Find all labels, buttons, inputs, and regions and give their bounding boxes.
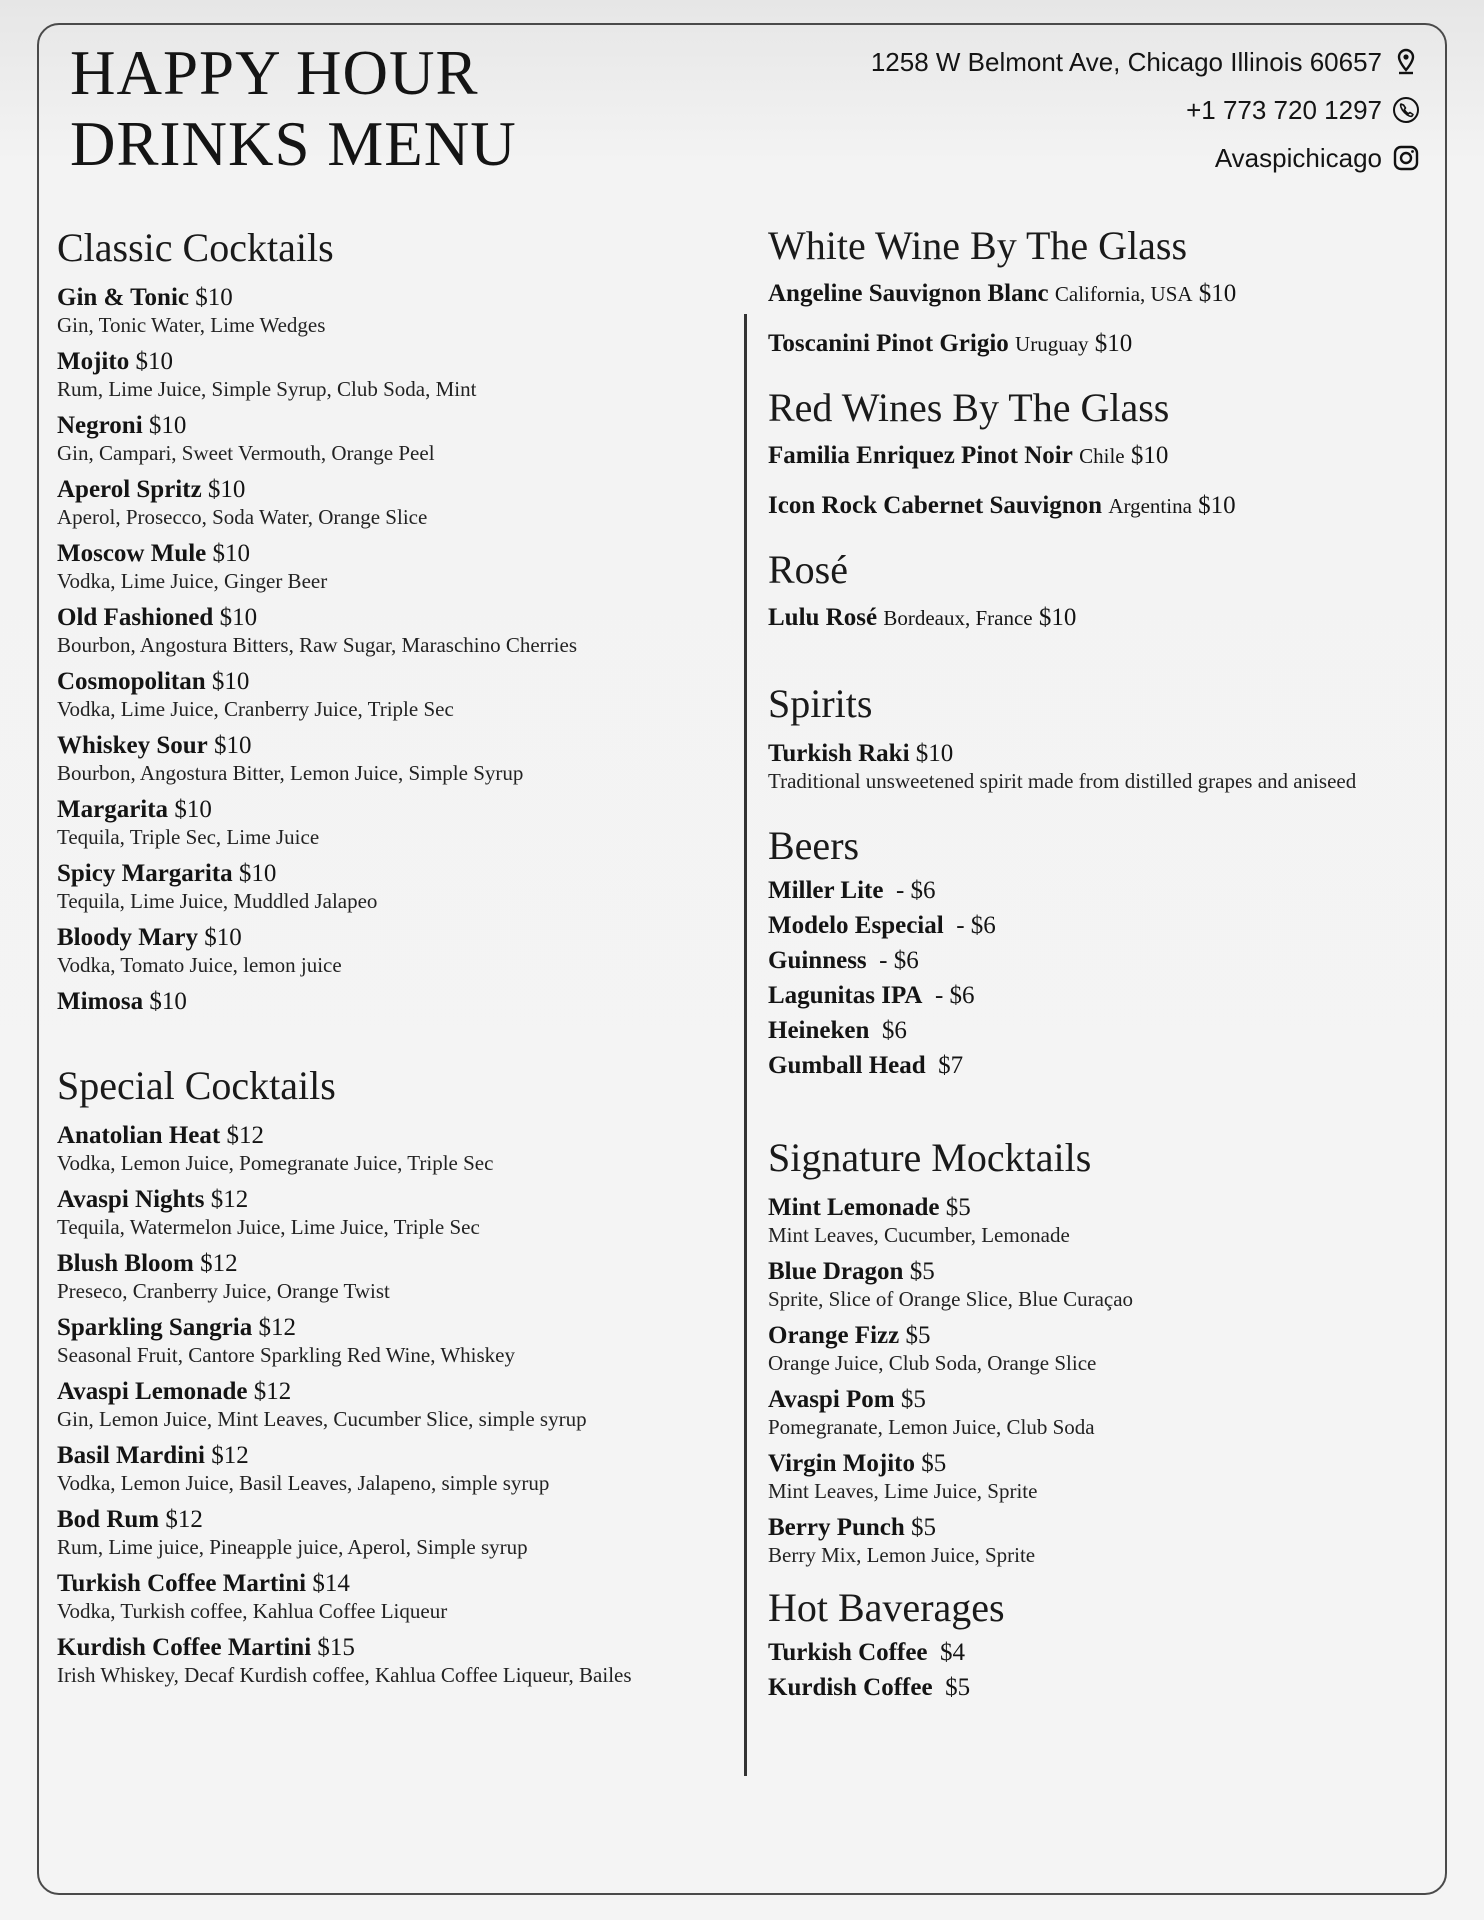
item-price: $12	[210, 1186, 249, 1213]
item-price: - $6	[934, 982, 975, 1009]
item-name: Gin & Tonic	[57, 284, 189, 311]
menu-item	[768, 1194, 1448, 1248]
item-line	[57, 924, 727, 952]
item-name: Turkish Coffee	[768, 1639, 928, 1666]
item-name: Moscow Mule	[57, 540, 207, 567]
menu-item	[57, 924, 727, 978]
item-line	[768, 1050, 1448, 1082]
item-description: Preseco, Cranberry Juice, Orange Twist	[57, 1279, 390, 1303]
item-description: Tequila, Triple Sec, Lime Juice	[57, 825, 320, 849]
item-description: Vodka, Lime Juice, Ginger Beer	[57, 569, 328, 593]
menu-item	[768, 1050, 1448, 1082]
item-line	[57, 540, 727, 568]
title-line-2: DRINKS MENU	[70, 109, 517, 179]
menu-item	[768, 1514, 1448, 1568]
item-description: Gin, Tonic Water, Lime Wedges	[57, 313, 326, 337]
item-list	[768, 280, 1448, 358]
special-cocktails-section	[57, 1060, 727, 1688]
item-list	[768, 604, 1448, 632]
item-price: $10	[149, 988, 187, 1015]
menu-item	[768, 1672, 1448, 1704]
item-line	[57, 604, 727, 632]
instagram-handle: Avaspichicago	[1214, 142, 1382, 173]
item-price: $12	[226, 1122, 264, 1149]
item-line	[57, 1506, 727, 1534]
beers-section	[768, 820, 1448, 1082]
item-description: Berry Mix, Lemon Juice, Sprite	[768, 1543, 1036, 1567]
mocktails-section	[768, 1132, 1448, 1568]
item-price: $10	[195, 284, 233, 311]
item-name: Blush Bloom	[57, 1250, 194, 1277]
menu-item	[57, 1186, 727, 1240]
menu-item	[57, 284, 727, 338]
item-description: Seasonal Fruit, Cantore Sparkling Red Wine, Whiskey	[57, 1343, 515, 1367]
item-line	[768, 1386, 1448, 1414]
item-price: $10	[1038, 604, 1077, 631]
menu-item	[768, 492, 1448, 520]
item-price: $10	[174, 796, 212, 823]
item-list	[57, 1122, 727, 1688]
item-name: Turkish Coffee Martini	[57, 1570, 307, 1597]
item-origin: Uruguay	[1015, 332, 1089, 356]
item-list	[768, 1194, 1448, 1568]
hot-beverages-section	[768, 1582, 1448, 1704]
item-line	[768, 1322, 1448, 1350]
item-price: $5	[909, 1258, 935, 1285]
item-name: Avaspi Pom	[768, 1386, 895, 1413]
menu-item	[57, 348, 727, 402]
item-price: $10	[211, 668, 250, 695]
item-price: $10	[1094, 330, 1133, 357]
item-line	[57, 860, 727, 888]
item-description: Gin, Lemon Juice, Mint Leaves, Cucumber Slice, simple syrup	[57, 1407, 587, 1431]
item-name: Mint Lemonade	[768, 1194, 940, 1221]
item-price: $7	[938, 1052, 964, 1079]
item-description: Gin, Campari, Sweet Vermouth, Orange Peel	[57, 441, 435, 465]
title-line-1: HAPPY HOUR	[70, 38, 479, 108]
item-line	[57, 1314, 727, 1342]
menu-item	[57, 1250, 727, 1304]
section-title: Spirits	[768, 681, 873, 726]
item-line	[768, 740, 1448, 768]
menu-item	[768, 330, 1448, 358]
item-price: $12	[165, 1506, 203, 1533]
item-line	[57, 284, 727, 312]
item-price: $10	[1198, 280, 1237, 307]
item-description: Tequila, Lime Juice, Muddled Jalapeo	[57, 889, 378, 913]
item-name: Toscanini Pinot Grigio	[768, 330, 1009, 357]
item-name: Virgin Mojito	[768, 1450, 915, 1477]
item-line	[768, 1194, 1448, 1222]
item-line	[768, 492, 1448, 520]
item-line	[768, 910, 1448, 942]
item-price: $15	[317, 1634, 355, 1661]
menu-item	[768, 980, 1448, 1012]
menu-item	[57, 796, 727, 850]
item-description: Mint Leaves, Lime Juice, Sprite	[768, 1479, 1038, 1503]
item-line	[57, 1570, 727, 1598]
item-price: $6	[881, 1017, 907, 1044]
item-line	[768, 1672, 1448, 1704]
item-line	[57, 988, 727, 1016]
menu-item	[768, 910, 1448, 942]
item-description: Traditional unsweetened spirit made from distilled grapes and aniseed	[768, 769, 1357, 793]
item-line	[768, 1514, 1448, 1542]
menu-item	[57, 476, 727, 530]
menu-item	[57, 988, 727, 1016]
menu-item	[768, 280, 1448, 308]
item-list	[768, 875, 1448, 1082]
menu-item	[768, 442, 1448, 470]
item-line	[57, 1250, 727, 1278]
item-price: $5	[905, 1322, 931, 1349]
item-description: Irish Whiskey, Decaf Kurdish coffee, Kahlua Coffee Liqueur, Bailes	[57, 1663, 632, 1687]
rose-section	[768, 544, 1448, 632]
item-line	[768, 280, 1448, 308]
item-price: $12	[211, 1442, 249, 1469]
item-description: Orange Juice, Club Soda, Orange Slice	[768, 1351, 1097, 1375]
phone-icon	[1390, 94, 1422, 126]
phone-text: +1 773 720 1297	[1186, 94, 1382, 125]
item-price: $5	[945, 1674, 971, 1701]
section-title: Beers	[768, 823, 860, 868]
menu-item	[57, 604, 727, 658]
item-price: $12	[200, 1250, 238, 1277]
item-line	[768, 1637, 1448, 1669]
item-name: Cosmopolitan	[57, 668, 206, 695]
page-title	[70, 38, 517, 180]
menu-item	[768, 1322, 1448, 1376]
menu-item	[768, 1386, 1448, 1440]
instagram-row	[871, 134, 1422, 182]
menu-item	[768, 740, 1448, 794]
address-text: 1258 W Belmont Ave, Chicago Illinois 60657	[870, 46, 1382, 77]
menu-item	[768, 875, 1448, 907]
item-price: - $6	[895, 877, 936, 904]
item-origin: California, USA	[1054, 282, 1193, 306]
menu-item	[57, 1634, 727, 1688]
item-line	[57, 348, 727, 376]
item-name: Lulu Rosé	[768, 604, 878, 631]
item-name: Miller Lite	[768, 877, 884, 904]
item-name: Modelo Especial	[768, 912, 944, 939]
item-line	[768, 604, 1448, 632]
section-title: Signature Mocktails	[768, 1135, 1092, 1180]
item-line	[57, 668, 727, 696]
section-title: Special Cocktails	[57, 1063, 336, 1108]
item-price: $10	[148, 412, 187, 439]
menu-item	[768, 604, 1448, 632]
item-line	[57, 732, 727, 760]
item-line	[768, 875, 1448, 907]
instagram-icon	[1390, 142, 1422, 174]
menu-item	[768, 1258, 1448, 1312]
item-line	[768, 1015, 1448, 1047]
menu-item	[768, 1015, 1448, 1047]
item-line	[57, 1442, 727, 1470]
menu-item	[768, 1637, 1448, 1669]
item-origin: Bordeaux, France	[883, 606, 1033, 630]
item-line	[57, 1186, 727, 1214]
menu-item	[57, 668, 727, 722]
item-line	[57, 1634, 727, 1662]
menu-item	[57, 732, 727, 786]
item-name: Berry Punch	[768, 1514, 905, 1541]
item-price: - $6	[879, 947, 919, 974]
item-name: Sparkling Sangria	[57, 1314, 253, 1341]
item-origin: Argentina	[1108, 494, 1192, 518]
menu-item	[57, 540, 727, 594]
map-pin-icon	[1390, 46, 1422, 78]
item-name: Whiskey Sour	[57, 732, 208, 759]
section-title: Rosé	[768, 547, 848, 592]
item-line	[57, 1122, 727, 1150]
menu-item	[57, 1442, 727, 1496]
spirits-section	[768, 678, 1448, 794]
item-name: Negroni	[57, 412, 143, 439]
menu-item	[768, 1450, 1448, 1504]
item-line	[57, 1378, 727, 1406]
menu-item	[768, 945, 1448, 977]
item-price: $10	[1130, 442, 1169, 469]
item-description: Vodka, Turkish coffee, Kahlua Coffee Liqueur	[57, 1599, 448, 1623]
menu-item	[57, 860, 727, 914]
item-description: Vodka, Tomato Juice, lemon juice	[57, 953, 342, 977]
item-name: Kurdish Coffee	[768, 1674, 933, 1701]
item-price: $10	[219, 604, 258, 631]
menu-item	[57, 1378, 727, 1432]
item-description: Tequila, Watermelon Juice, Lime Juice, Triple Sec	[57, 1215, 480, 1239]
red-wine-section	[768, 382, 1448, 520]
item-description: Aperol, Prosecco, Soda Water, Orange Slice	[57, 505, 428, 529]
item-name: Heineken	[768, 1017, 870, 1044]
menu-item	[57, 412, 727, 466]
item-list	[768, 1637, 1448, 1704]
section-title: Red Wines By The Glass	[768, 385, 1170, 430]
item-name: Bod Rum	[57, 1506, 160, 1533]
item-line	[57, 796, 727, 824]
item-name: Orange Fizz	[768, 1322, 900, 1349]
item-name: Gumball Head	[768, 1052, 926, 1079]
item-line	[768, 1450, 1448, 1478]
section-title: Hot Baverages	[768, 1585, 1005, 1630]
contact-info	[871, 38, 1422, 182]
item-name: Familia Enriquez Pinot Noir	[768, 442, 1073, 469]
menu-item	[57, 1314, 727, 1368]
item-price: $5	[911, 1514, 937, 1541]
item-name: Spicy Margarita	[57, 860, 233, 887]
item-line	[57, 412, 727, 440]
item-price: $5	[900, 1386, 926, 1413]
item-price: $10	[135, 348, 173, 375]
item-name: Turkish Raki	[768, 740, 910, 767]
item-name: Guinness	[768, 947, 867, 974]
left-column	[57, 222, 727, 1688]
item-price: - $6	[956, 912, 996, 939]
item-price: $10	[238, 860, 277, 887]
item-price: $12	[258, 1314, 296, 1341]
menu-item	[57, 1122, 727, 1176]
item-name: Lagunitas IPA	[768, 982, 923, 1009]
item-description: Bourbon, Angostura Bitters, Raw Sugar, Maraschino Cherries	[57, 633, 577, 657]
item-description: Pomegranate, Lemon Juice, Club Soda	[768, 1415, 1095, 1439]
right-column	[768, 220, 1448, 1704]
item-name: Avaspi Nights	[57, 1186, 205, 1213]
item-description: Mint Leaves, Cucumber, Lemonade	[768, 1223, 1070, 1247]
item-name: Blue Dragon	[768, 1258, 904, 1285]
menu-item	[57, 1570, 727, 1624]
item-price: $10	[204, 924, 242, 951]
item-name: Old Fashioned	[57, 604, 214, 631]
classic-cocktails-section	[57, 222, 727, 1016]
item-list	[57, 284, 727, 1016]
item-description: Sprite, Slice of Orange Slice, Blue Curaçao	[768, 1287, 1134, 1311]
phone-row	[871, 86, 1422, 134]
section-title: White Wine By The Glass	[768, 223, 1188, 268]
address-row	[871, 38, 1422, 86]
item-line	[57, 476, 727, 504]
item-name: Bloody Mary	[57, 924, 198, 951]
item-price: $10	[212, 540, 251, 567]
column-divider	[744, 314, 747, 1776]
item-price: $10	[915, 740, 954, 767]
item-price: $4	[940, 1639, 966, 1666]
item-line	[768, 945, 1448, 977]
item-name: Basil Mardini	[57, 1442, 205, 1469]
item-description: Vodka, Lime Juice, Cranberry Juice, Triple Sec	[57, 697, 454, 721]
item-name: Angeline Sauvignon Blanc	[768, 280, 1049, 307]
item-name: Avaspi Lemonade	[57, 1378, 248, 1405]
item-price: $10	[207, 476, 246, 503]
item-name: Icon Rock Cabernet Sauvignon	[768, 492, 1103, 519]
section-title: Classic Cocktails	[57, 225, 334, 270]
item-line	[768, 1258, 1448, 1286]
item-name: Aperol Spritz	[57, 476, 202, 503]
item-name: Mimosa	[57, 988, 144, 1015]
item-price: $5	[921, 1450, 947, 1477]
item-name: Margarita	[57, 796, 169, 823]
item-list	[768, 740, 1448, 794]
item-line	[768, 442, 1448, 470]
item-price: $5	[945, 1194, 971, 1221]
item-price: $10	[1198, 492, 1236, 519]
item-name: Mojito	[57, 348, 130, 375]
item-line	[768, 980, 1448, 1012]
item-description: Rum, Lime Juice, Simple Syrup, Club Soda, Mint	[57, 377, 477, 401]
item-description: Rum, Lime juice, Pineapple juice, Aperol, Simple syrup	[57, 1535, 528, 1559]
item-price: $12	[253, 1378, 292, 1405]
item-name: Kurdish Coffee Martini	[57, 1634, 312, 1661]
item-list	[768, 442, 1448, 520]
item-origin: Chile	[1079, 444, 1125, 468]
item-price: $10	[213, 732, 252, 759]
item-description: Vodka, Lemon Juice, Pomegranate Juice, Triple Sec	[57, 1151, 494, 1175]
menu-item	[57, 1506, 727, 1560]
item-description: Vodka, Lemon Juice, Basil Leaves, Jalapeno, simple syrup	[57, 1471, 550, 1495]
item-description: Bourbon, Angostura Bitter, Lemon Juice, Simple Syrup	[57, 761, 524, 785]
item-line	[768, 330, 1448, 358]
item-price: $14	[312, 1570, 350, 1597]
white-wine-section	[768, 220, 1448, 358]
item-name: Anatolian Heat	[57, 1122, 221, 1149]
